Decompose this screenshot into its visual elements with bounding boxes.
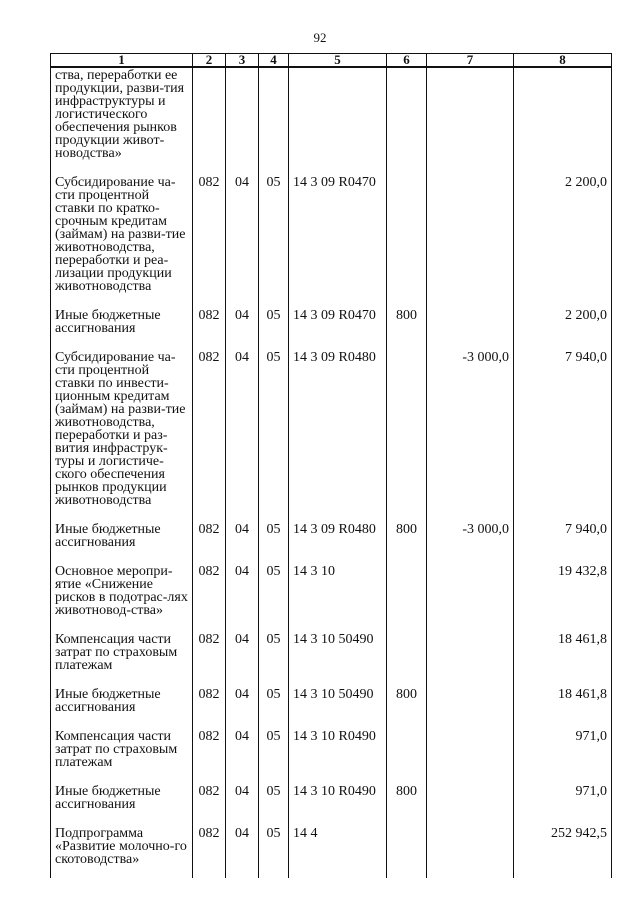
ministry-code: 082 [193,684,226,726]
subsection-code: 05 [259,561,289,629]
item-name: Иные бюджетные ассигнования [51,519,193,561]
expense-type-code [387,347,427,519]
change-amount [427,629,514,684]
item-name: Иные бюджетные ассигнования [51,781,193,823]
change-amount [427,305,514,347]
section-code: 04 [226,519,259,561]
expense-type-code [387,67,427,172]
section-code: 04 [226,726,259,781]
subsection-code: 05 [259,726,289,781]
table-row [51,305,612,347]
item-name: Субсидирование ча-сти процентной ставки по кратко-срочным кредитам (займам) на разви-тие животноводства, переработки и реа-лизации продукции животноводства [51,172,193,305]
item-name: Основное меропри-ятие «Снижение рисков в подотрас-лях животновод-ства» [51,561,193,629]
ministry-code: 082 [193,823,226,878]
item-name: Компенсация части затрат по страховым платежам [51,726,193,781]
total-amount [514,67,612,172]
table-row [51,781,612,823]
table-row [51,172,612,305]
section-code: 04 [226,629,259,684]
section-code: 04 [226,172,259,305]
subsection-code: 05 [259,347,289,519]
change-amount [427,684,514,726]
expense-type-code: 800 [387,781,427,823]
total-amount: 19 432,8 [514,561,612,629]
column-header: 4 [259,54,289,68]
subsection-code: 05 [259,519,289,561]
section-code: 04 [226,347,259,519]
item-name: Иные бюджетные ассигнования [51,305,193,347]
target-article-code: 14 3 10 R0490 [289,726,387,781]
ministry-code: 082 [193,629,226,684]
target-article-code: 14 4 [289,823,387,878]
target-article-code: 14 3 10 [289,561,387,629]
table-row [51,684,612,726]
column-header: 8 [514,54,612,68]
page-number: 92 [313,30,327,45]
item-name: Иные бюджетные ассигнования [51,684,193,726]
column-header: 7 [427,54,514,68]
column-header: 3 [226,54,259,68]
budget-table [50,53,612,878]
subsection-code: 05 [259,684,289,726]
total-amount: 18 461,8 [514,684,612,726]
change-amount [427,823,514,878]
column-header: 2 [193,54,226,68]
column-header: 6 [387,54,427,68]
total-amount: 7 940,0 [514,519,612,561]
ministry-code: 082 [193,561,226,629]
expense-type-code [387,823,427,878]
ministry-code: 082 [193,519,226,561]
target-article-code: 14 3 09 R0480 [289,347,387,519]
section-code [226,67,259,172]
change-amount [427,172,514,305]
change-amount [427,726,514,781]
section-code: 04 [226,561,259,629]
subsection-code [259,67,289,172]
total-amount: 2 200,0 [514,172,612,305]
change-amount: -3 000,0 [427,347,514,519]
target-article-code: 14 3 09 R0470 [289,172,387,305]
subsection-code: 05 [259,172,289,305]
item-name: ства, переработки ее продукции, разви-тия инфраструктуры и логистического обеспечения рынков продукции живот-новодства» [51,67,193,172]
target-article-code: 14 3 10 50490 [289,629,387,684]
target-article-code: 14 3 10 50490 [289,684,387,726]
ministry-code: 082 [193,781,226,823]
table-row [51,519,612,561]
total-amount: 971,0 [514,781,612,823]
subsection-code: 05 [259,823,289,878]
total-amount: 971,0 [514,726,612,781]
target-article-code: 14 3 10 R0490 [289,781,387,823]
section-code: 04 [226,684,259,726]
change-amount: -3 000,0 [427,519,514,561]
expense-type-code: 800 [387,305,427,347]
ministry-code: 082 [193,172,226,305]
table-row [51,629,612,684]
header-row [51,54,612,68]
ministry-code: 082 [193,347,226,519]
table-row [51,823,612,878]
change-amount [427,781,514,823]
table-row [51,726,612,781]
ministry-code [193,67,226,172]
item-name: Компенсация части затрат по страховым платежам [51,629,193,684]
section-code: 04 [226,823,259,878]
target-article-code: 14 3 09 R0470 [289,305,387,347]
subsection-code: 05 [259,305,289,347]
ministry-code: 082 [193,726,226,781]
total-amount: 7 940,0 [514,347,612,519]
table-row [51,561,612,629]
item-name: Субсидирование ча-сти процентной ставки по инвести-ционным кредитам (займам) на разви-тие животноводства, переработки и раз-вития инфраструк-туры и логистиче-ского обеспечения рынков продукции животноводства [51,347,193,519]
change-amount [427,67,514,172]
expense-type-code [387,726,427,781]
ministry-code: 082 [193,305,226,347]
expense-type-code [387,172,427,305]
table-row [51,67,612,172]
column-header: 1 [51,54,193,68]
total-amount: 18 461,8 [514,629,612,684]
item-name: Подпрограмма «Развитие молочно-го скотоводства» [51,823,193,878]
expense-type-code [387,561,427,629]
expense-type-code [387,629,427,684]
target-article-code: 14 3 09 R0480 [289,519,387,561]
section-code: 04 [226,781,259,823]
total-amount: 252 942,5 [514,823,612,878]
subsection-code: 05 [259,781,289,823]
total-amount: 2 200,0 [514,305,612,347]
change-amount [427,561,514,629]
expense-type-code: 800 [387,519,427,561]
subsection-code: 05 [259,629,289,684]
column-header: 5 [289,54,387,68]
section-code: 04 [226,305,259,347]
table-body [51,67,612,878]
expense-type-code: 800 [387,684,427,726]
table-row [51,347,612,519]
target-article-code [289,67,387,172]
